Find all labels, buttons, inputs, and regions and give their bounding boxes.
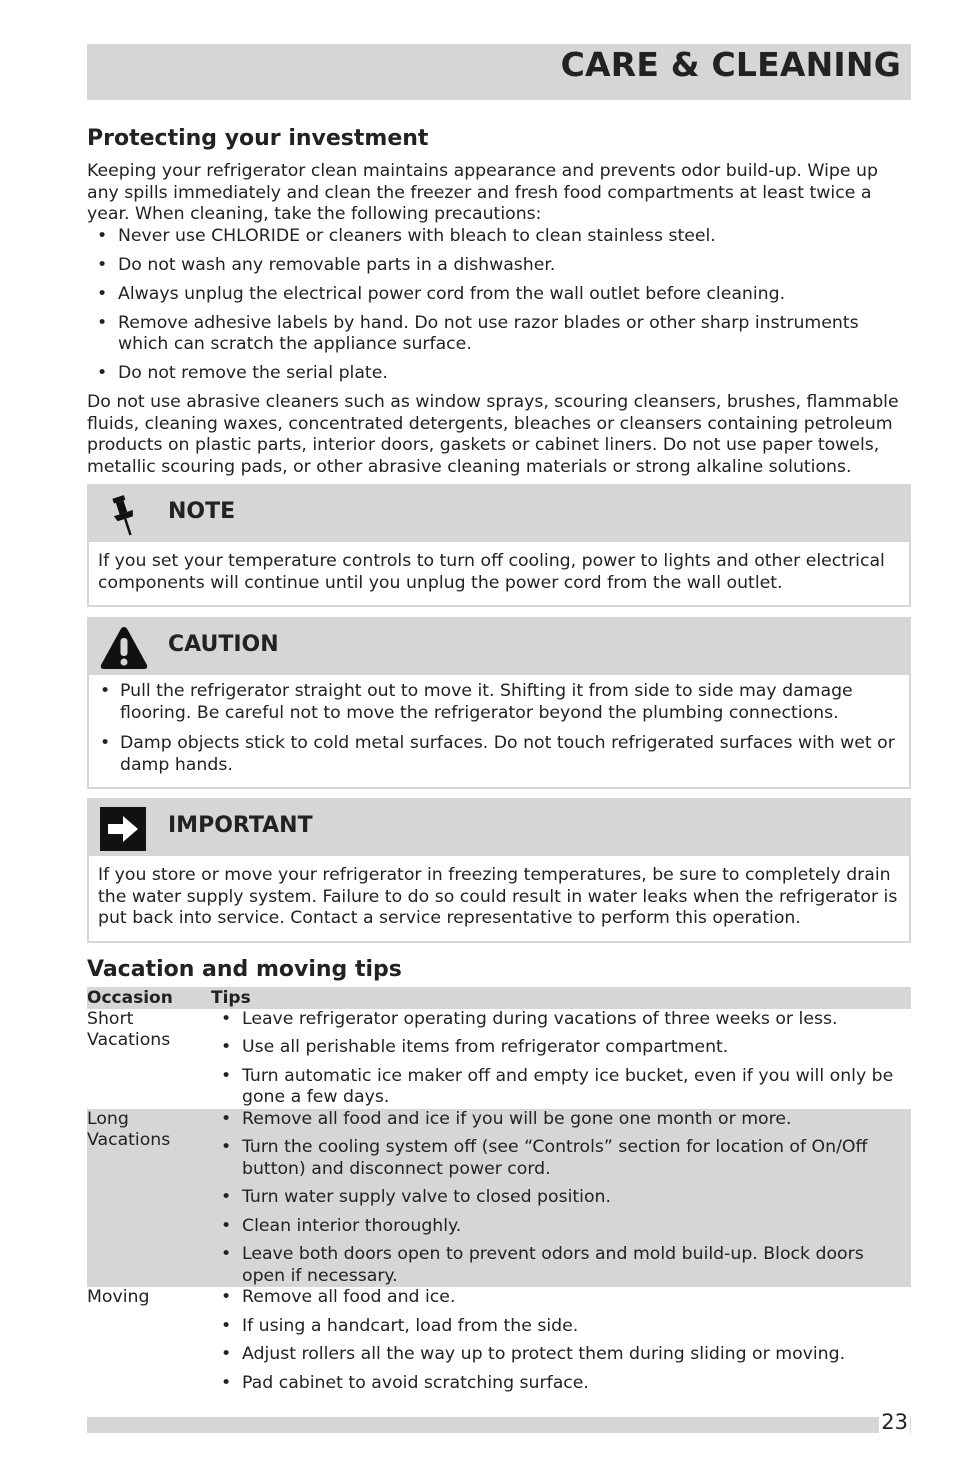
list-item: • Turn automatic ice maker off and empty ice bucket, even if you will only be gone a few days. — [211, 1066, 911, 1109]
occasion-line: Short — [87, 1008, 134, 1029]
list-item: • Leave refrigerator operating during vacations of three weeks or less. — [211, 1009, 911, 1031]
note-header — [89, 486, 909, 542]
list-item: • Turn the cooling system off (see “Controls” section for location of On/Off button) and disconnect power cord. — [211, 1137, 911, 1180]
arrow-right-icon — [99, 806, 149, 852]
important-text: If you store or move your refrigerator in freezing temperatures, be sure to completely drain the water supply system. Failure to do so could result in water leaks when the refrigerator is put back into service. Contact a service representative to perform this operation. — [98, 865, 898, 928]
list-item: • Pull the refrigerator straight out to move it. Shifting it from side to side may damage flooring. Be careful not to move the refrigerator beyond the plumbing connections. — [98, 681, 900, 724]
tips-cell — [211, 1287, 911, 1394]
list-item: • Clean interior thoroughly. — [211, 1216, 911, 1238]
note-label: NOTE — [168, 499, 236, 524]
table-header-row — [87, 987, 911, 1009]
list-item: • Pad cabinet to avoid scratching surface. — [211, 1373, 911, 1395]
tips-cell — [211, 1009, 911, 1109]
warning-icon — [99, 625, 149, 671]
table-row — [87, 1009, 911, 1109]
protecting-intro: Keeping your refrigerator clean maintains appearance and prevents odor build-up. Wipe up any spills immediately and clean the freezer and fresh food compartments at least twice a year. When cleaning, take the following precautions: — [87, 161, 878, 224]
tips-list — [211, 1287, 911, 1394]
table-row — [87, 1109, 911, 1288]
list-item: • Remove all food and ice if you will be gone one month or more. — [211, 1109, 911, 1131]
occasion-line: Moving — [87, 1287, 150, 1307]
page-title: CARE & CLEANING — [560, 45, 901, 84]
important-label: IMPORTANT — [168, 813, 313, 838]
section-title-vacation: Vacation and moving tips — [87, 956, 402, 982]
list-item: • Leave both doors open to prevent odors and mold build-up. Block doors open if necessary. — [211, 1244, 911, 1287]
section-title-protecting: Protecting your investment — [87, 126, 429, 151]
note-text: If you set your temperature controls to turn off cooling, power to lights and other electrical components will continue until you unplug the power cord from the wall outlet. — [98, 551, 885, 593]
occasion-cell — [87, 1287, 211, 1394]
vacation-tips-table — [87, 987, 911, 1395]
important-box — [87, 798, 911, 943]
tips-list — [211, 1009, 911, 1109]
list-item: • Always unplug the electrical power cord from the wall outlet before cleaning. — [87, 284, 911, 306]
precautions-list — [87, 226, 911, 385]
list-item: • Do not wash any removable parts in a dishwasher. — [87, 255, 911, 277]
page-number: 23 — [881, 1410, 908, 1434]
list-item: • Remove all food and ice. — [211, 1287, 911, 1309]
caution-header — [89, 619, 909, 675]
tips-list — [211, 1109, 911, 1288]
caution-label: CAUTION — [168, 632, 279, 657]
occasion-cell — [87, 1109, 211, 1288]
caution-body — [89, 675, 909, 787]
list-item: • Use all perishable items from refrigerator compartment. — [211, 1037, 911, 1059]
occasion-line: Vacations — [87, 1030, 171, 1050]
column-header-tips: Tips — [211, 987, 911, 1009]
column-header-occasion: Occasion — [87, 987, 211, 1009]
important-header — [89, 800, 909, 856]
abrasive-warning-text: Do not use abrasive cleaners such as window sprays, scouring cleansers, brushes, flammable fluids, cleaning waxes, concentrated detergents, bleaches or cleansers containing petroleum products on plastic parts, interior doors, gaskets or cabinet liners. Do not use paper towels, metallic scouring pads, or other abrasive cleaning materials or strong alkaline solutions. — [87, 392, 899, 477]
main-content — [87, 124, 911, 1394]
caution-list — [98, 681, 900, 776]
list-item: • Remove adhesive labels by hand. Do not use razor blades or other sharp instruments which can scratch the appliance surface. — [87, 313, 911, 356]
note-box — [87, 484, 911, 607]
list-item: • Adjust rollers all the way up to protect them during sliding or moving. — [211, 1344, 911, 1366]
pushpin-icon — [99, 492, 149, 538]
list-item: • If using a handcart, load from the side. — [211, 1316, 911, 1338]
table-row — [87, 1287, 911, 1394]
occasion-line: Long — [87, 1108, 129, 1129]
occasion-cell — [87, 1009, 211, 1109]
tips-cell — [211, 1109, 911, 1288]
footer-bar — [87, 1417, 911, 1433]
occasion-line: Vacations — [87, 1130, 171, 1150]
caution-box — [87, 617, 911, 789]
header-bar — [87, 44, 911, 100]
list-item: • Never use CHLORIDE or cleaners with bleach to clean stainless steel. — [87, 226, 911, 248]
list-item: • Damp objects stick to cold metal surfaces. Do not touch refrigerated surfaces with wet or damp hands. — [98, 733, 900, 776]
list-item: • Do not remove the serial plate. — [87, 363, 911, 385]
list-item: • Turn water supply valve to closed position. — [211, 1187, 911, 1209]
